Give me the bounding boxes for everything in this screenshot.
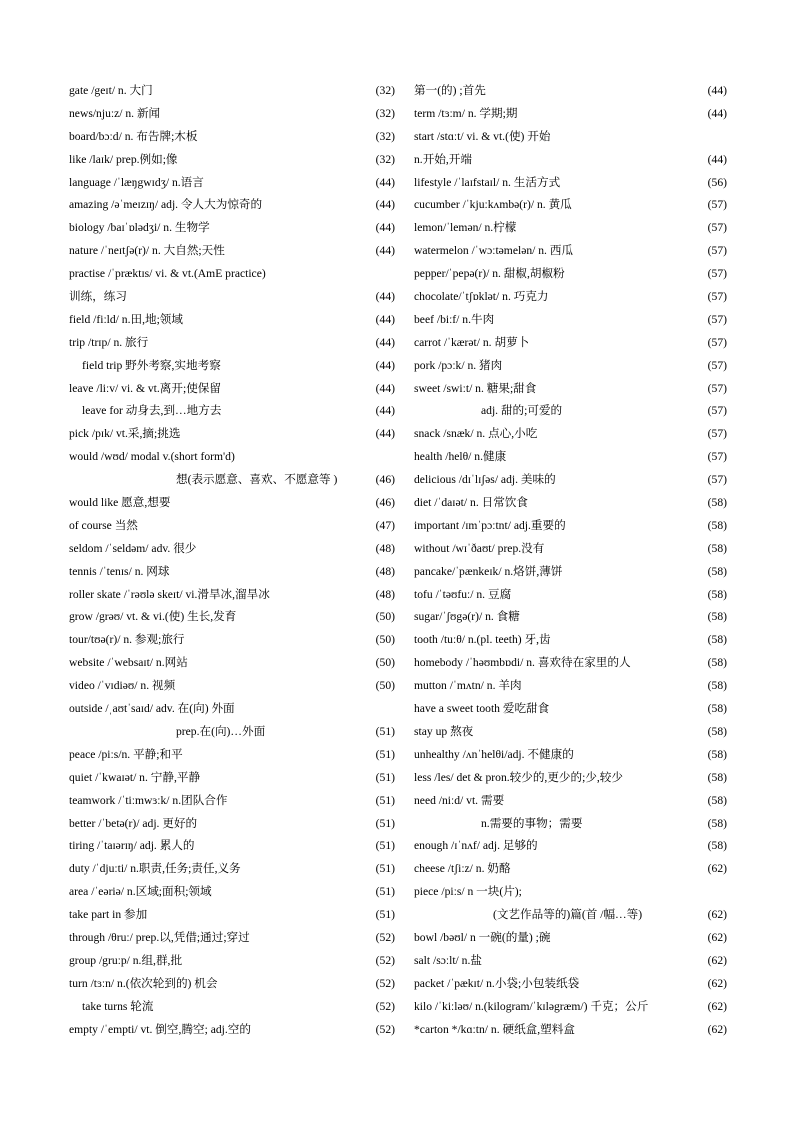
page-reference: (46): [375, 496, 395, 510]
vocab-text: watermelon /ˈwɔːtəmelən/ n. 西瓜: [414, 244, 574, 258]
vocab-entry: [69, 973, 395, 996]
page-reference: (44): [375, 198, 395, 212]
vocab-entry: [414, 446, 727, 469]
vocab-entry: [414, 881, 727, 904]
left-column: [69, 80, 395, 1041]
page-reference: (32): [375, 152, 395, 166]
vocab-entry: [69, 378, 395, 401]
vocab-text: important /ɪmˈpɔːtnt/ adj.重要的: [414, 518, 566, 532]
page-reference: (44): [375, 290, 395, 304]
page-reference: (57): [707, 473, 727, 487]
page-reference: (44): [707, 84, 727, 97]
vocab-text: kilo /ˈkiːləʊ/ n.(kilogram/ˈkɪləgræm/) 千克；公斤: [414, 999, 649, 1013]
vocab-entry: [414, 858, 727, 881]
page-reference: (57): [707, 358, 727, 372]
vocab-text: amazing /əˈmeɪzɪŋ/ adj. 令人大为惊奇的: [69, 198, 263, 212]
vocab-entry: [414, 332, 727, 355]
vocab-entry: [69, 767, 395, 790]
vocab-entry: [69, 904, 395, 927]
vocab-text: delicious /dɪˈlɪʃəs/ adj. 美味的: [414, 473, 556, 487]
vocab-text: pick /pɪk/ vt.采,摘;挑选: [69, 427, 181, 441]
page-reference: (52): [375, 953, 395, 967]
vocab-entry: [414, 927, 727, 950]
vocab-text: website /ˈwebsaɪt/ n.网站: [69, 656, 188, 670]
page-reference: (44): [375, 335, 395, 349]
page-reference: (58): [707, 541, 727, 555]
vocab-entry: [69, 492, 395, 515]
vocab-text: better /ˈbetə(r)/ adj. 更好的: [69, 816, 198, 830]
vocab-entry: [414, 538, 727, 561]
page-reference: (51): [375, 793, 395, 807]
page-reference: (62): [707, 908, 727, 922]
vocab-text: cheese /tʃiːz/ n. 奶酪: [414, 862, 511, 876]
page-reference: (44): [707, 152, 727, 166]
page-reference: (47): [375, 518, 395, 532]
vocab-text: seldom /ˈseldəm/ adv. 很少: [69, 541, 197, 555]
page-reference: (32): [375, 84, 395, 97]
vocab-entry: [414, 675, 727, 698]
page-reference: (58): [707, 679, 727, 693]
vocab-text: roller skate /ˈrəʊlə skeɪt/ vi.滑旱冰,溜旱冰: [69, 587, 270, 601]
page-reference: (46): [375, 473, 395, 487]
page-reference: (58): [707, 656, 727, 670]
vocab-text: adj. 甜的;可爱的: [481, 404, 563, 418]
vocab-text: leave /liːv/ vi. & vt.离开;使保留: [69, 381, 221, 395]
page-reference: (44): [375, 381, 395, 395]
vocab-text: packet /ˈpækɪt/ n.小袋;小包装纸袋: [414, 976, 580, 990]
vocab-text: less /les/ det & pron.较少的,更少的;少,较少: [414, 770, 623, 784]
vocab-entry: [414, 698, 727, 721]
vocab-entry: [414, 744, 727, 767]
vocab-entry: [414, 721, 727, 744]
vocab-text: peace /piːs/n. 平静;和平: [69, 747, 183, 761]
vocab-entry: [69, 172, 395, 195]
vocab-text: of course 当然: [69, 518, 138, 532]
vocab-entry: [69, 400, 395, 423]
page-reference: (50): [375, 679, 395, 693]
page-reference: (44): [375, 312, 395, 326]
page-reference: (44): [375, 404, 395, 418]
vocab-entry: [414, 194, 727, 217]
vocab-text: would /wʊd/ modal v.(short form'd): [69, 450, 235, 464]
vocab-entry: [414, 286, 727, 309]
vocab-entry: [69, 355, 395, 378]
page-reference: (50): [375, 656, 395, 670]
vocab-text: salt /sɔːlt/ n.盐: [414, 953, 482, 967]
vocab-entry: [69, 538, 395, 561]
vocab-entry: [69, 675, 395, 698]
vocab-text: without /wɪˈðaʊt/ prep.没有: [414, 541, 545, 555]
vocab-text: tiring /ˈtaɪərɪŋ/ adj. 累人的: [69, 839, 195, 853]
vocab-entry: [69, 629, 395, 652]
page-reference: (51): [375, 770, 395, 784]
vocab-text: sugar/ˈʃʊgə(r)/ n. 食糖: [414, 610, 520, 624]
page-reference: (62): [707, 930, 727, 944]
page-reference: (57): [707, 290, 727, 304]
vocab-text: empty /ˈempti/ vt. 倒空,腾空; adj.空的: [69, 1022, 251, 1036]
vocab-text: pepper/ˈpepə(r)/ n. 甜椒,胡椒粉: [414, 267, 565, 281]
vocab-entry: [414, 973, 727, 996]
vocab-text: area /ˈeəriə/ n.区域;面积;领域: [69, 885, 212, 899]
vocab-entry: [414, 515, 727, 538]
page-reference: (58): [707, 496, 727, 510]
vocab-text: bowl /bəʊl/ n 一碗(的量) ;碗: [414, 930, 551, 944]
page-reference: (57): [707, 221, 727, 235]
page-reference: (57): [707, 198, 727, 212]
page-reference: (32): [375, 106, 395, 120]
vocab-entry: [414, 172, 727, 195]
vocab-entry: [414, 652, 727, 675]
page-reference: (62): [707, 1022, 727, 1036]
vocab-text: tennis /ˈtenɪs/ n. 网球: [69, 564, 170, 578]
page-reference: (58): [707, 839, 727, 853]
page-reference: (58): [707, 793, 727, 807]
vocab-entry: [414, 240, 727, 263]
vocab-entry: [69, 217, 395, 240]
vocab-entry: [414, 126, 727, 149]
vocab-entry: [69, 881, 395, 904]
vocab-entry: [69, 950, 395, 973]
page-reference: (62): [707, 862, 727, 876]
vocab-entry: [69, 309, 395, 332]
vocab-text: field trip 野外考察,实地考察: [82, 358, 221, 372]
vocab-entry: [414, 263, 727, 286]
page-reference: (58): [707, 770, 727, 784]
page-reference: (58): [707, 610, 727, 624]
vocab-entry: [414, 80, 727, 103]
vocab-text: board/bɔːd/ n. 布告牌;木板: [69, 129, 198, 143]
vocab-text: group /gruːp/ n.组,群,批: [69, 953, 183, 967]
vocab-entry: [69, 721, 395, 744]
vocab-text: gate /geɪt/ n. 大门: [69, 84, 153, 97]
vocab-text: carrot /ˈkærət/ n. 胡萝卜: [414, 335, 530, 349]
vocab-entry: [69, 194, 395, 217]
vocab-entry: [69, 698, 395, 721]
vocab-text: biology /baɪˈɒlədʒi/ n. 生物学: [69, 221, 210, 235]
vocab-text: language /ˈlæŋgwɪdʒ/ n.语言: [69, 175, 204, 189]
vocab-text: pork /pɔːk/ n. 猪肉: [414, 358, 503, 372]
vocab-entry: [414, 904, 727, 927]
page-reference: (56): [707, 175, 727, 189]
vocab-entry: [414, 996, 727, 1019]
vocab-text: pancake/ˈpænkeɪk/ n.烙饼,薄饼: [414, 564, 563, 578]
page-reference: (51): [375, 862, 395, 876]
vocab-text: stay up 熬夜: [414, 724, 474, 738]
page-reference: (58): [707, 724, 727, 738]
page-reference: (51): [375, 724, 395, 738]
vocab-entry: [414, 217, 727, 240]
vocab-entry: [414, 629, 727, 652]
vocab-entry: [69, 149, 395, 172]
page-reference: (57): [707, 381, 727, 395]
vocab-entry: [69, 652, 395, 675]
page-reference: (62): [707, 953, 727, 967]
page-reference: (58): [707, 816, 727, 830]
vocab-text: duty /ˈdjuːti/ n.职责,任务;责任,义务: [69, 862, 241, 876]
vocab-text: take part in 参加: [69, 908, 148, 922]
vocab-entry: [414, 767, 727, 790]
vocab-entry: [414, 378, 727, 401]
vocab-entry: [414, 103, 727, 126]
vocab-text: piece /piːs/ n 一块(片);: [414, 885, 522, 899]
page-reference: (57): [707, 427, 727, 441]
vocab-text: unhealthy /ʌnˈhelθi/adj. 不健康的: [414, 747, 574, 761]
vocab-text: nature /ˈneɪtʃə(r)/ n. 大自然;天性: [69, 244, 225, 258]
page-reference: (58): [707, 564, 727, 578]
page-reference: (48): [375, 564, 395, 578]
vocab-entry: [414, 790, 727, 813]
page-reference: (51): [375, 747, 395, 761]
vocab-entry: [414, 606, 727, 629]
right-column: [414, 80, 727, 1041]
vocab-entry: [69, 515, 395, 538]
page-reference: (44): [375, 175, 395, 189]
vocab-entry: [414, 309, 727, 332]
vocab-text: enough /ɪˈnʌf/ adj. 足够的: [414, 839, 538, 853]
vocab-text: grow /grəʊ/ vt. & vi.(使) 生长,发育: [69, 610, 237, 624]
vocab-entry: [69, 332, 395, 355]
page-reference: (52): [375, 1022, 395, 1036]
vocab-text: beef /biːf/ n.牛肉: [414, 312, 495, 326]
vocab-text: prep.在(向)…外面: [176, 724, 266, 738]
page-reference: (48): [375, 587, 395, 601]
vocab-text: n.开始,开端: [414, 152, 472, 166]
vocab-text: lemon/ˈlemən/ n.柠檬: [414, 221, 517, 235]
vocab-entry: [69, 813, 395, 836]
vocab-text: turn /tɜːn/ n.(依次轮到的) 机会: [69, 976, 218, 990]
vocab-text: need /niːd/ vt. 需要: [414, 793, 505, 807]
vocab-entry: [69, 126, 395, 149]
vocab-text: tooth /tuːθ/ n.(pl. teeth) 牙,齿: [414, 633, 551, 647]
page-reference: (62): [707, 976, 727, 990]
vocab-entry: [69, 790, 395, 813]
vocab-text: 第一(的) ;首先: [414, 84, 486, 97]
vocab-entry: [414, 835, 727, 858]
page-reference: (44): [375, 358, 395, 372]
vocab-text: *carton */kɑːtn/ n. 硬纸盒,塑料盒: [414, 1022, 575, 1036]
vocab-entry: [69, 927, 395, 950]
vocab-text: teamwork /ˈtiːmwɜːk/ n.团队合作: [69, 793, 228, 807]
vocab-entry: [69, 584, 395, 607]
page-reference: (50): [375, 633, 395, 647]
vocab-entry: [414, 813, 727, 836]
vocab-text: outside /ˌaʊtˈsaɪd/ adv. 在(向) 外面: [69, 702, 235, 716]
vocab-text: trip /trɪp/ n. 旅行: [69, 335, 149, 349]
vocab-entry: [69, 423, 395, 446]
vocab-text: snack /snæk/ n. 点心,小吃: [414, 427, 538, 441]
vocab-entry: [414, 355, 727, 378]
vocab-entry: [69, 1019, 395, 1042]
page-reference: (57): [707, 404, 727, 418]
vocab-text: have a sweet tooth 爱吃甜食: [414, 702, 550, 716]
vocab-entry: [69, 606, 395, 629]
vocab-text: 训练，练习: [69, 290, 127, 304]
page-reference: (48): [375, 541, 395, 555]
vocab-text: mutton /ˈmʌtn/ n. 羊肉: [414, 679, 522, 693]
page-reference: (52): [375, 930, 395, 944]
vocab-text: take turns 轮流: [82, 999, 154, 1013]
vocab-text: tour/tʊə(r)/ n. 参观;旅行: [69, 633, 185, 647]
page-reference: (32): [375, 129, 395, 143]
page-reference: (57): [707, 450, 727, 464]
vocab-text: (文艺作品等的)篇(首 /幅…等): [493, 908, 643, 922]
vocab-entry: [414, 1019, 727, 1042]
page-reference: (44): [707, 106, 727, 120]
vocab-entry: [69, 240, 395, 263]
page-reference: (44): [375, 221, 395, 235]
vocab-entry: [414, 423, 727, 446]
page-reference: (44): [375, 427, 395, 441]
vocab-text: through /θruː/ prep.以,凭借;通过;穿过: [69, 930, 250, 944]
vocab-text: sweet /swiːt/ n. 糖果;甜食: [414, 381, 537, 395]
vocab-text: term /tɜːm/ n. 学期;期: [414, 106, 518, 120]
vocab-entry: [414, 492, 727, 515]
vocab-text: chocolate/ˈtʃɒklət/ n. 巧克力: [414, 290, 549, 304]
vocab-entry: [69, 835, 395, 858]
vocab-text: news/njuːz/ n. 新闻: [69, 106, 161, 120]
page-reference: (62): [707, 999, 727, 1013]
page-reference: (57): [707, 335, 727, 349]
page-reference: (57): [707, 244, 727, 258]
vocab-text: 想(表示愿意、喜欢、不愿意等 ): [176, 473, 338, 487]
vocab-entry: [69, 103, 395, 126]
vocab-entry: [414, 469, 727, 492]
vocab-entry: [69, 80, 395, 103]
vocab-text: like /laɪk/ prep.例如;像: [69, 152, 178, 166]
vocab-entry: [69, 446, 395, 469]
vocab-text: health /helθ/ n.健康: [414, 450, 507, 464]
vocab-entry: [69, 858, 395, 881]
page-reference: (52): [375, 976, 395, 990]
page-reference: (51): [375, 816, 395, 830]
page-reference: (57): [707, 267, 727, 281]
vocab-text: would like 愿意,想要: [69, 496, 171, 510]
vocab-entry: [69, 996, 395, 1019]
page-reference: (51): [375, 839, 395, 853]
vocab-entry: [69, 469, 395, 492]
vocab-entry: [69, 263, 395, 286]
vocab-text: quiet /ˈkwaɪət/ n. 宁静,平静: [69, 770, 201, 784]
vocab-text: cucumber /ˈkjuːkʌmbə(r)/ n. 黄瓜: [414, 198, 572, 212]
vocab-text: practise /ˈpræktɪs/ vi. & vt.(AmE practice): [69, 267, 266, 281]
vocab-text: lifestyle /ˈlaɪfstaɪl/ n. 生活方式: [414, 175, 561, 189]
vocab-text: tofu /ˈtəʊfuː/ n. 豆腐: [414, 587, 512, 601]
page-reference: (50): [375, 610, 395, 624]
vocab-entry: [414, 400, 727, 423]
page-reference: (58): [707, 518, 727, 532]
vocab-entry: [414, 149, 727, 172]
page-reference: (44): [375, 244, 395, 258]
vocab-text: field /fiːld/ n.田,地;领域: [69, 312, 183, 326]
vocab-text: diet /ˈdaɪət/ n. 日常饮食: [414, 496, 528, 510]
page-reference: (58): [707, 702, 727, 716]
page-reference: (52): [375, 999, 395, 1013]
page-reference: (51): [375, 885, 395, 899]
vocab-text: n.需要的事物；需要: [481, 816, 583, 830]
vocab-text: homebody /ˈhəʊmbɒdi/ n. 喜欢待在家里的人: [414, 656, 631, 670]
vocab-text: video /ˈvɪdiəʊ/ n. 视频: [69, 679, 176, 693]
page-reference: (58): [707, 633, 727, 647]
vocab-entry: [69, 561, 395, 584]
page-reference: (57): [707, 312, 727, 326]
vocab-text: start /stɑːt/ vi. & vt.(使) 开始: [414, 129, 551, 143]
page-reference: (58): [707, 747, 727, 761]
vocab-entry: [69, 744, 395, 767]
page-reference: (51): [375, 908, 395, 922]
page-reference: (58): [707, 587, 727, 601]
vocab-entry: [414, 950, 727, 973]
vocab-entry: [69, 286, 395, 309]
vocab-entry: [414, 561, 727, 584]
vocab-text: leave for 动身去,到…地方去: [82, 404, 222, 418]
vocab-entry: [414, 584, 727, 607]
